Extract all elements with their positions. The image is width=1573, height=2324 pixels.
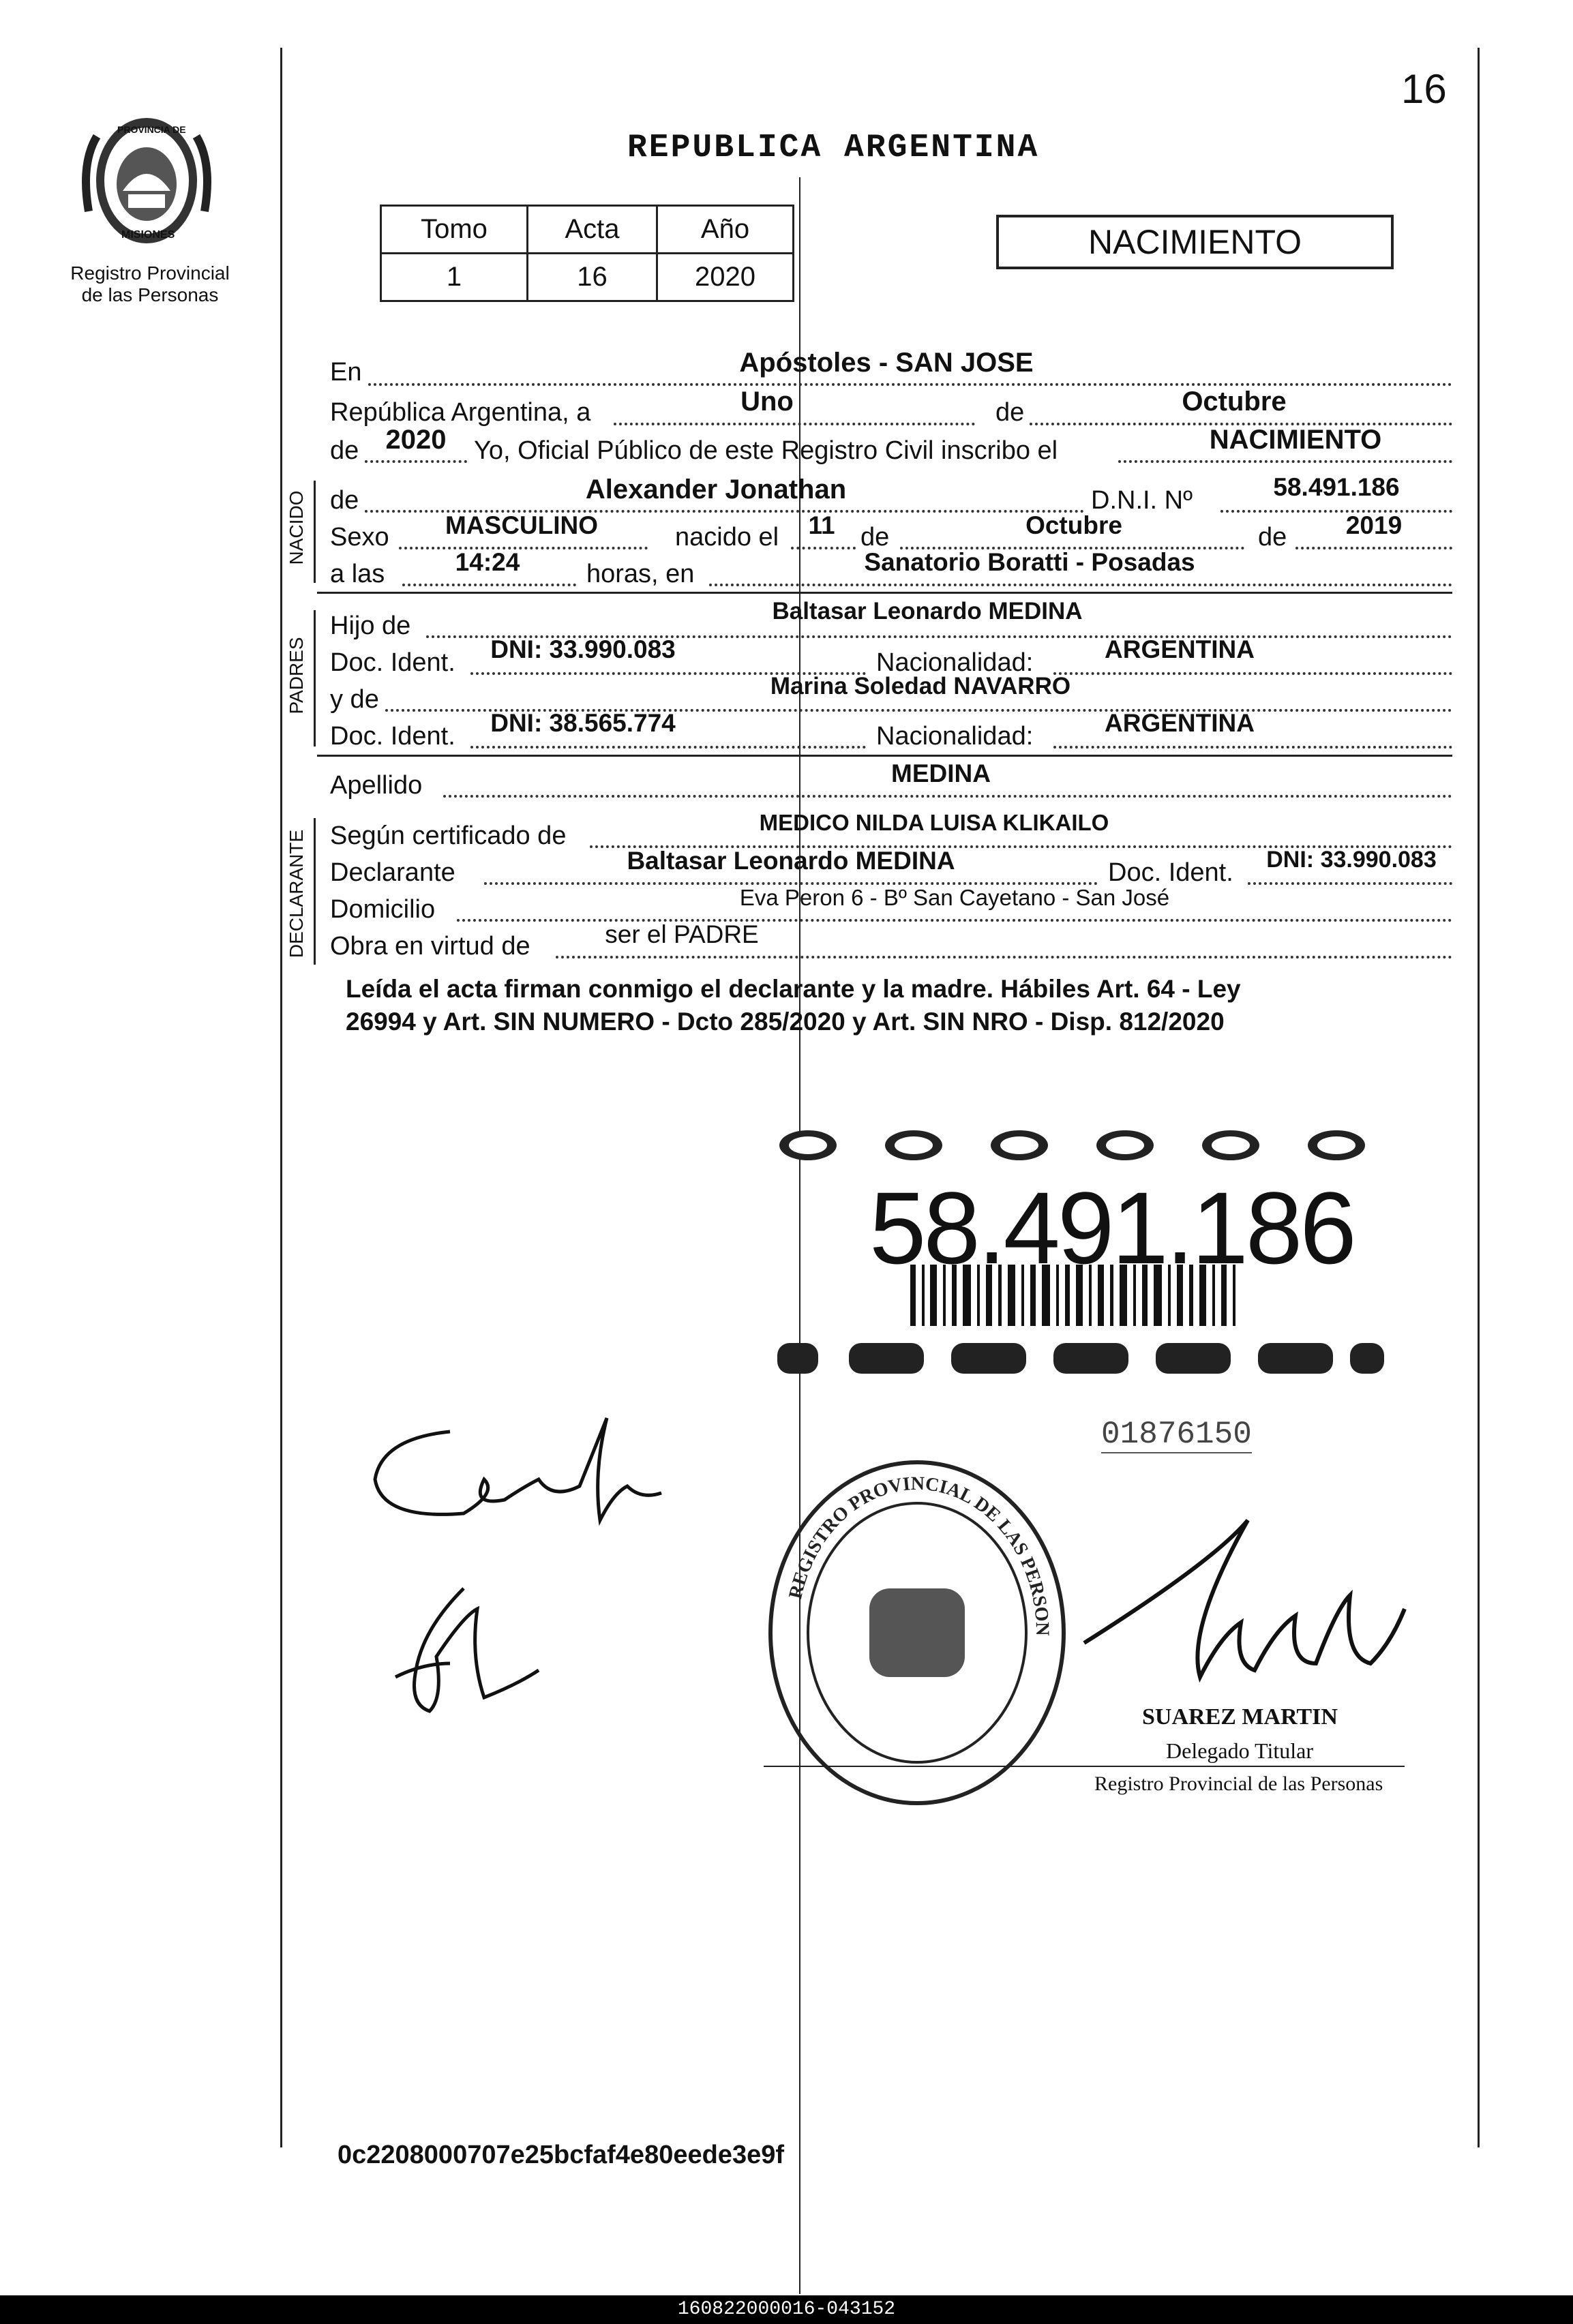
nacido-section-bar [314,481,316,583]
mother-doc: DNI: 38.565.774 [490,709,676,737]
label-nacionalidad-1: Nacionalidad: [876,648,1034,677]
label-en: En [330,358,362,387]
closing-line-1: Leída el acta firman conmigo el declarante y la madre. Hábiles Art. 64 - Ley [346,975,1241,1003]
label-hijo-de: Hijo de [330,612,411,640]
label-domicilio: Domicilio [330,895,436,924]
mother-signature [382,1575,559,1732]
label-y-de: y de [330,685,379,714]
country-title: REPUBLICA ARGENTINA [627,130,1040,166]
value-acta: 16 [528,254,657,301]
signature-underline [764,1766,1405,1767]
label-doc-ident-2: Doc. Ident. [330,722,455,751]
section-nacido: NACIDO [286,490,307,565]
seal-text-bottom: MISIONES [121,229,175,241]
father-nationality: ARGENTINA [1105,635,1255,663]
mother-name: Marina Soledad NAVARRO [770,673,1071,699]
label-doc-ident-1: Doc. Ident. [330,648,455,677]
birth-year: 2019 [1345,511,1403,539]
security-sticker [777,1118,1384,1377]
birth-time: 14:24 [455,548,520,576]
child-dni: 58.491.186 [1273,473,1400,501]
officer-office: Registro Provincial de las Personas [1094,1772,1383,1795]
place: Apóstoles - SAN JOSE [739,348,1034,378]
day: Uno [740,387,794,417]
month: Octubre [1182,387,1287,417]
footer-code: 160822000016-043152 [0,2295,1573,2324]
year: 2020 [385,425,447,455]
header-tomo: Tomo [381,206,528,254]
act-type: NACIMIENTO [1209,425,1382,455]
label-horas-en: horas, en [586,560,695,588]
certificate: MEDICO NILDA LUISA KLIKAILO [759,810,1109,835]
officer-signature [1077,1507,1432,1725]
section-padres: PADRES [286,637,307,714]
padres-section-bar [314,610,316,746]
dots-surname [443,795,1452,798]
section-declarante: DECLARANTE [286,829,307,959]
value-tomo: 1 [381,254,528,301]
label-obra: Obra en virtud de [330,932,530,961]
label-republica: República Argentina, a [330,398,591,427]
label-segun: Según certificado de [330,821,567,850]
closing-line-2: 26994 y Art. SIN NUMERO - Dcto 285/2020 y Art. SIN NRO - Disp. 812/2020 [346,1008,1225,1036]
surname: MEDINA [891,759,991,787]
label-apellido: Apellido [330,771,423,800]
child-name: Alexander Jonathan [585,474,847,504]
dots-father-nat [1053,672,1452,675]
dots-by-virtue [556,956,1452,959]
label-doc-ident-decl: Doc. Ident. [1108,858,1233,887]
label-sexo: Sexo [330,523,389,552]
dots-mother-doc [470,746,866,749]
dots-declarant-doc [1248,882,1452,885]
dots-mother-nat [1053,746,1452,749]
dots-birth-place [709,584,1452,586]
declarant-name: Baltasar Leonardo MEDINA [627,847,955,875]
father-doc: DNI: 33.990.083 [490,635,676,663]
dots-en [368,383,1452,386]
label-de-mid: de [995,398,1025,427]
separator-1 [317,592,1452,594]
officer-title: Delegado Titular [1166,1738,1313,1763]
logo-caption-1: Registro Provincial [70,262,230,284]
label-de-day: de [860,523,890,552]
dots-act-type [1118,460,1452,463]
dots-birth-year [1295,547,1452,549]
label-dni: D.N.I. Nº [1091,486,1193,515]
province-logo [75,109,218,252]
page-number: 16 [1401,66,1447,112]
sex: MASCULINO [445,511,599,539]
dots-day [614,423,975,425]
header-acta: Acta [528,206,657,254]
dots-time [402,584,576,586]
logo-caption-2: de las Personas [81,284,219,305]
label-yo-oficial: Yo, Oficial Público de este Registro Civil inscribo el [474,436,1058,465]
declarant-signature [368,1411,682,1568]
officer-name: SUAREZ MARTIN [1142,1704,1338,1730]
doc-type: NACIMIENTO [1088,223,1302,261]
declarante-section-bar [314,818,316,965]
header-ano: Año [657,206,794,254]
label-de-birth-year: de [1258,523,1287,552]
left-margin-line [280,48,282,2147]
address: Eva Peron 6 - Bº San Cayetano - San José [739,885,1170,910]
mother-nationality: ARGENTINA [1105,709,1255,737]
label-declarante: Declarante [330,858,455,887]
official-seal [757,1452,1077,1813]
doc-type-box [996,215,1394,269]
label-a-las: a las [330,560,385,588]
dots-year [365,460,467,463]
label-nacido-el: nacido el [675,523,779,552]
label-nacionalidad-2: Nacionalidad: [876,722,1034,751]
value-ano: 2020 [657,254,794,301]
by-virtue: ser el PADRE [605,920,759,948]
declarant-doc: DNI: 33.990.083 [1266,847,1437,873]
sticker-number: 58.491.186 [869,1171,1354,1285]
seal-text-top: PROVINCIA DE [117,124,186,135]
document-hash: 0c2208000707e25bcfaf4e80eede3e9f [338,2141,784,2169]
label-de-year: de [330,436,359,465]
birth-place: Sanatorio Boratti - Posadas [864,548,1195,576]
registry-table [380,205,794,302]
right-margin-line [1478,48,1480,2147]
birth-day: 11 [808,511,835,539]
birth-month: Octubre [1025,511,1122,539]
father-name: Baltasar Leonardo MEDINA [772,598,1083,624]
sticker-serial: 01876150 [1101,1417,1252,1452]
seal-text: REGISTRO PROVINCIAL DE LAS PERSON [785,1473,1053,1636]
separator-2 [317,755,1452,757]
label-de-name: de [330,486,359,515]
